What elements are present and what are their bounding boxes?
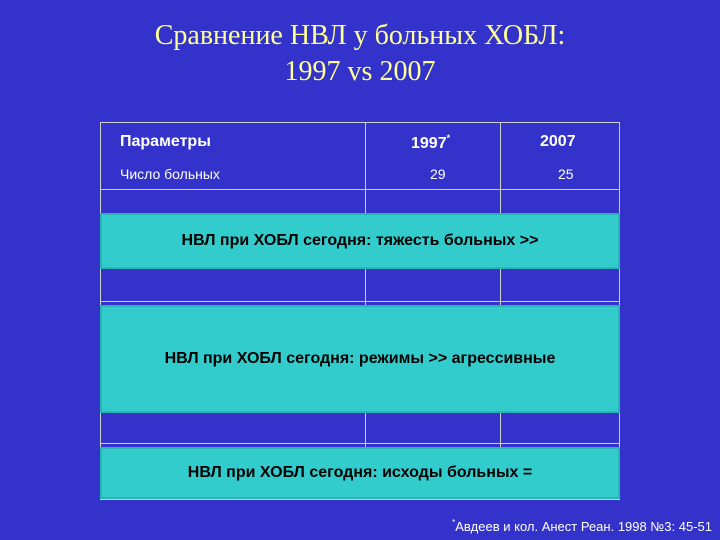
overlay-severity: НВЛ при ХОБЛ сегодня: тяжесть больных >> [100, 213, 620, 269]
header-parameters: Параметры [120, 133, 211, 150]
overlay-modes: НВЛ при ХОБЛ сегодня: режимы >> агрессивные [100, 305, 620, 413]
footnote-text: Авдеев и кол. Анест Реан. 1998 №3: 45-51 [455, 519, 712, 534]
overlay-outcomes: НВЛ при ХОБЛ сегодня: исходы больных = [100, 447, 620, 499]
row-value-2007: 25 [558, 166, 574, 182]
footnote-mark: * [452, 518, 456, 527]
slide-title [0, 18, 720, 90]
slide-title-line-1: Сравнение НВЛ у больных ХОБЛ: [154, 20, 566, 51]
header-2007: 2007 [540, 133, 576, 150]
table-divider [101, 301, 619, 302]
header-1997-label: 1997 [411, 135, 447, 152]
header-1997-footnote-mark: * [446, 133, 451, 143]
row-value-1997: 29 [430, 166, 446, 182]
header-1997 [411, 133, 450, 153]
footnote [452, 518, 712, 534]
table-divider [101, 189, 619, 190]
slide-title-line-2: 1997 vs 2007 [284, 56, 436, 87]
row-label-patients: Число больных [120, 166, 220, 182]
table-divider [101, 443, 619, 444]
